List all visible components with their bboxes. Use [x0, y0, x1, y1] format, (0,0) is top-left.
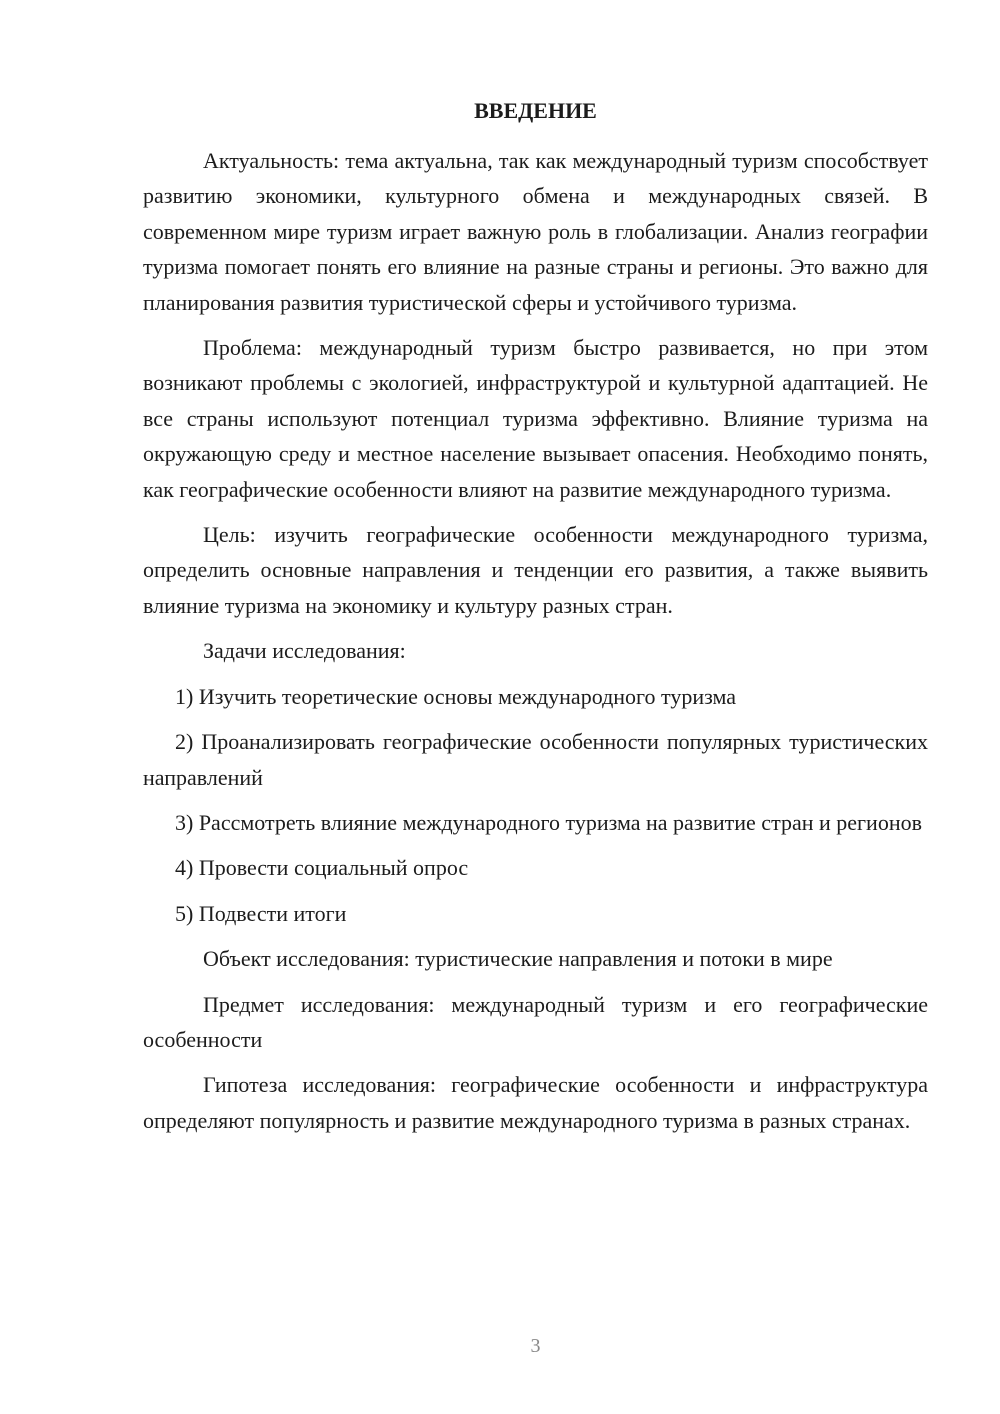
task-item-3: 3) Рассмотреть влияние международного туризма на развитие стран и регионов	[175, 809, 922, 835]
page-number: 3	[530, 1335, 541, 1357]
subject-paragraph: Предмет исследования: международный туризм и его географические особенности	[143, 991, 928, 1052]
tasks-heading: Задачи исследования:	[203, 638, 406, 664]
relevance-paragraph: Актуальность: тема актуальна, так как международный туризм способствует развитию экономики, культурного обмена и международных связей. В современном мире туризм играет важную роль в глобализации. Анализ географии туризма помогает понять его влияние на разные страны и регионы. Это важно для планирования развития туристической сферы и устойчивого туризма.	[143, 148, 928, 315]
hypothesis-paragraph: Гипотеза исследования: географические особенности и инфраструктура определяют популярность и развитие международного туризма в разных странах.	[143, 1072, 928, 1133]
task-item-2: 2) Проанализировать географические особенности популярных туристических направлений	[143, 729, 928, 790]
problem-paragraph: Проблема: международный туризм быстро развивается, но при этом возникают проблемы с экологией, инфраструктурой и культурной адаптацией. Не все страны используют потенциал туризма эффективно. Влияние туризма на окружающую среду и местное население вызывает опасения. Необходимо понять, как географические особенности влияют на развитие международного туризма.	[143, 335, 928, 502]
document-page	[143, 0, 928, 1414]
task-item-5: 5) Подвести итоги	[175, 900, 347, 926]
task-item-4: 4) Провести социальный опрос	[175, 855, 469, 881]
document-body	[143, 143, 928, 1148]
goal-paragraph: Цель: изучить географические особенности международного туризма, определить основные направления и тенденции его развития, а также выявить влияние туризма на экономику и культуру разных стран.	[143, 522, 928, 618]
task-item-1: 1) Изучить теоретические основы международного туризма	[175, 683, 737, 709]
page-title: ВВЕДЕНИЕ	[474, 98, 597, 123]
object-paragraph: Объект исследования: туристические направления и потоки в мире	[203, 946, 833, 972]
